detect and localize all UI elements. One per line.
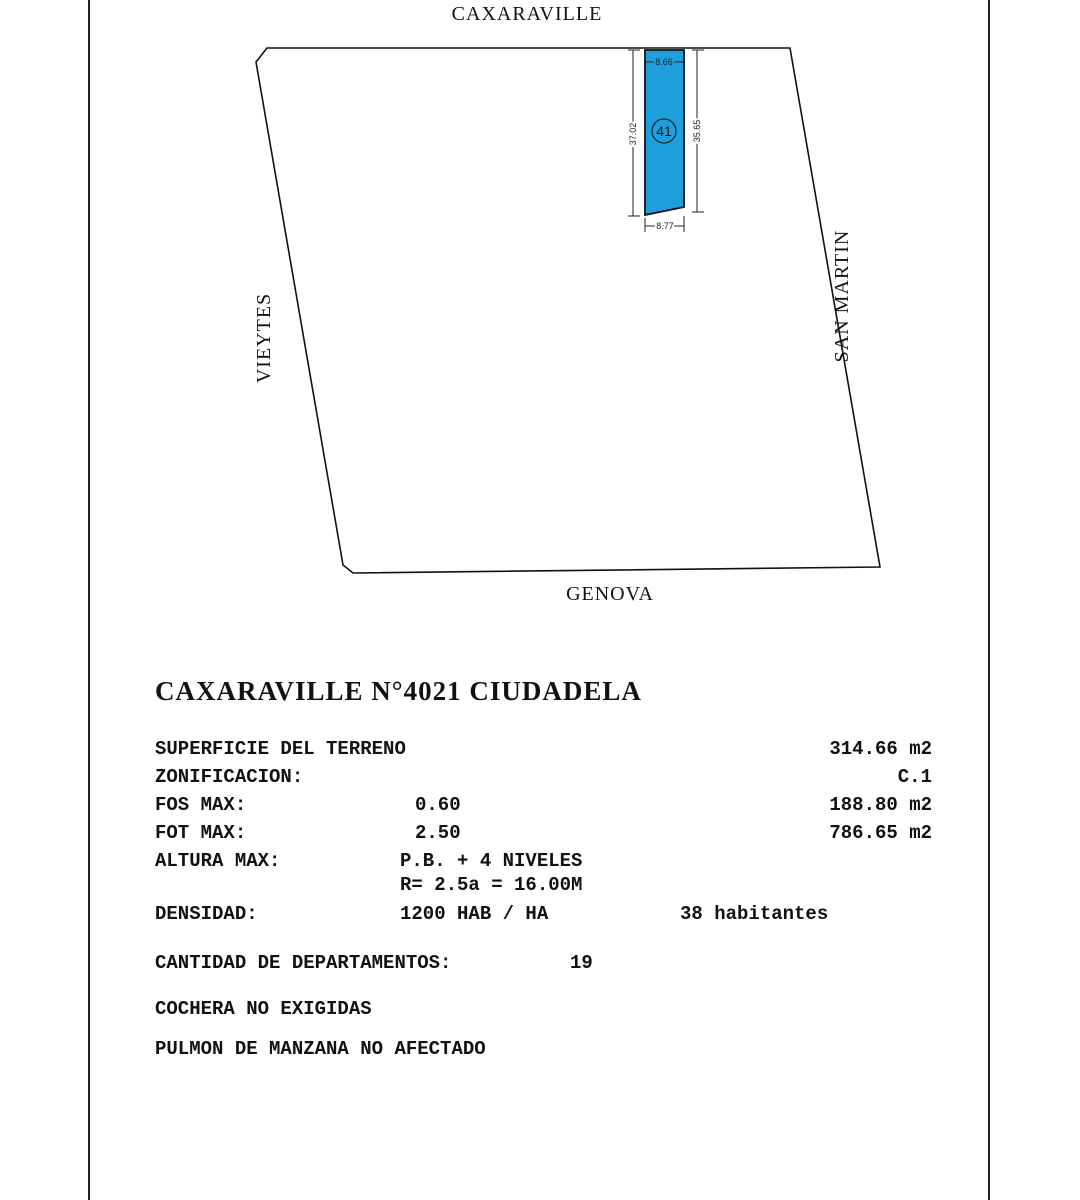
fos-ratio: 0.60 bbox=[415, 794, 461, 816]
zonificacion-value: C.1 bbox=[897, 766, 932, 788]
altura-label: ALTURA MAX: bbox=[155, 850, 281, 872]
fos-area: 188.80 m2 bbox=[829, 794, 932, 816]
dim-bottom-label: 8.77 bbox=[656, 221, 674, 231]
pulmon-note: PULMON DE MANZANA NO AFECTADO bbox=[155, 1038, 486, 1060]
street-top-label: CAXARAVILLE bbox=[451, 3, 603, 25]
street-right-label: SAN MARTIN bbox=[831, 229, 853, 363]
fos-label: FOS MAX: bbox=[155, 794, 247, 816]
superficie-value: 314.66 m2 bbox=[829, 738, 932, 760]
habitantes-value: 38 habitantes bbox=[680, 903, 829, 925]
altura-levels: P.B. + 4 NIVELES bbox=[400, 850, 583, 872]
superficie-label: SUPERFICIE DEL TERRENO bbox=[155, 738, 406, 760]
block-outline bbox=[256, 48, 880, 573]
street-bottom-label: GENOVA bbox=[566, 583, 654, 605]
zonificacion-label: ZONIFICACION: bbox=[155, 766, 304, 788]
property-title: CAXARAVILLE N°4021 CIUDADELA bbox=[155, 676, 642, 706]
fot-label: FOT MAX: bbox=[155, 822, 247, 844]
densidad-value: 1200 HAB / HA bbox=[400, 903, 549, 925]
cantidad-label: CANTIDAD DE DEPARTAMENTOS: bbox=[155, 952, 452, 974]
dim-right-label: 35.65 bbox=[692, 119, 702, 143]
cochera-note: COCHERA NO EXIGIDAS bbox=[155, 998, 372, 1020]
dim-top-label: 8.66 bbox=[655, 57, 673, 67]
lot-number-label: 41 bbox=[656, 123, 672, 139]
fot-ratio: 2.50 bbox=[415, 822, 461, 844]
altura-height: R= 2.5a = 16.00M bbox=[400, 874, 583, 896]
dim-left-label: 37.02 bbox=[628, 122, 638, 146]
street-left-label: VIEYTES bbox=[253, 292, 275, 384]
fot-area: 786.65 m2 bbox=[829, 822, 932, 844]
densidad-label: DENSIDAD: bbox=[155, 903, 258, 925]
cantidad-value: 19 bbox=[570, 952, 593, 974]
